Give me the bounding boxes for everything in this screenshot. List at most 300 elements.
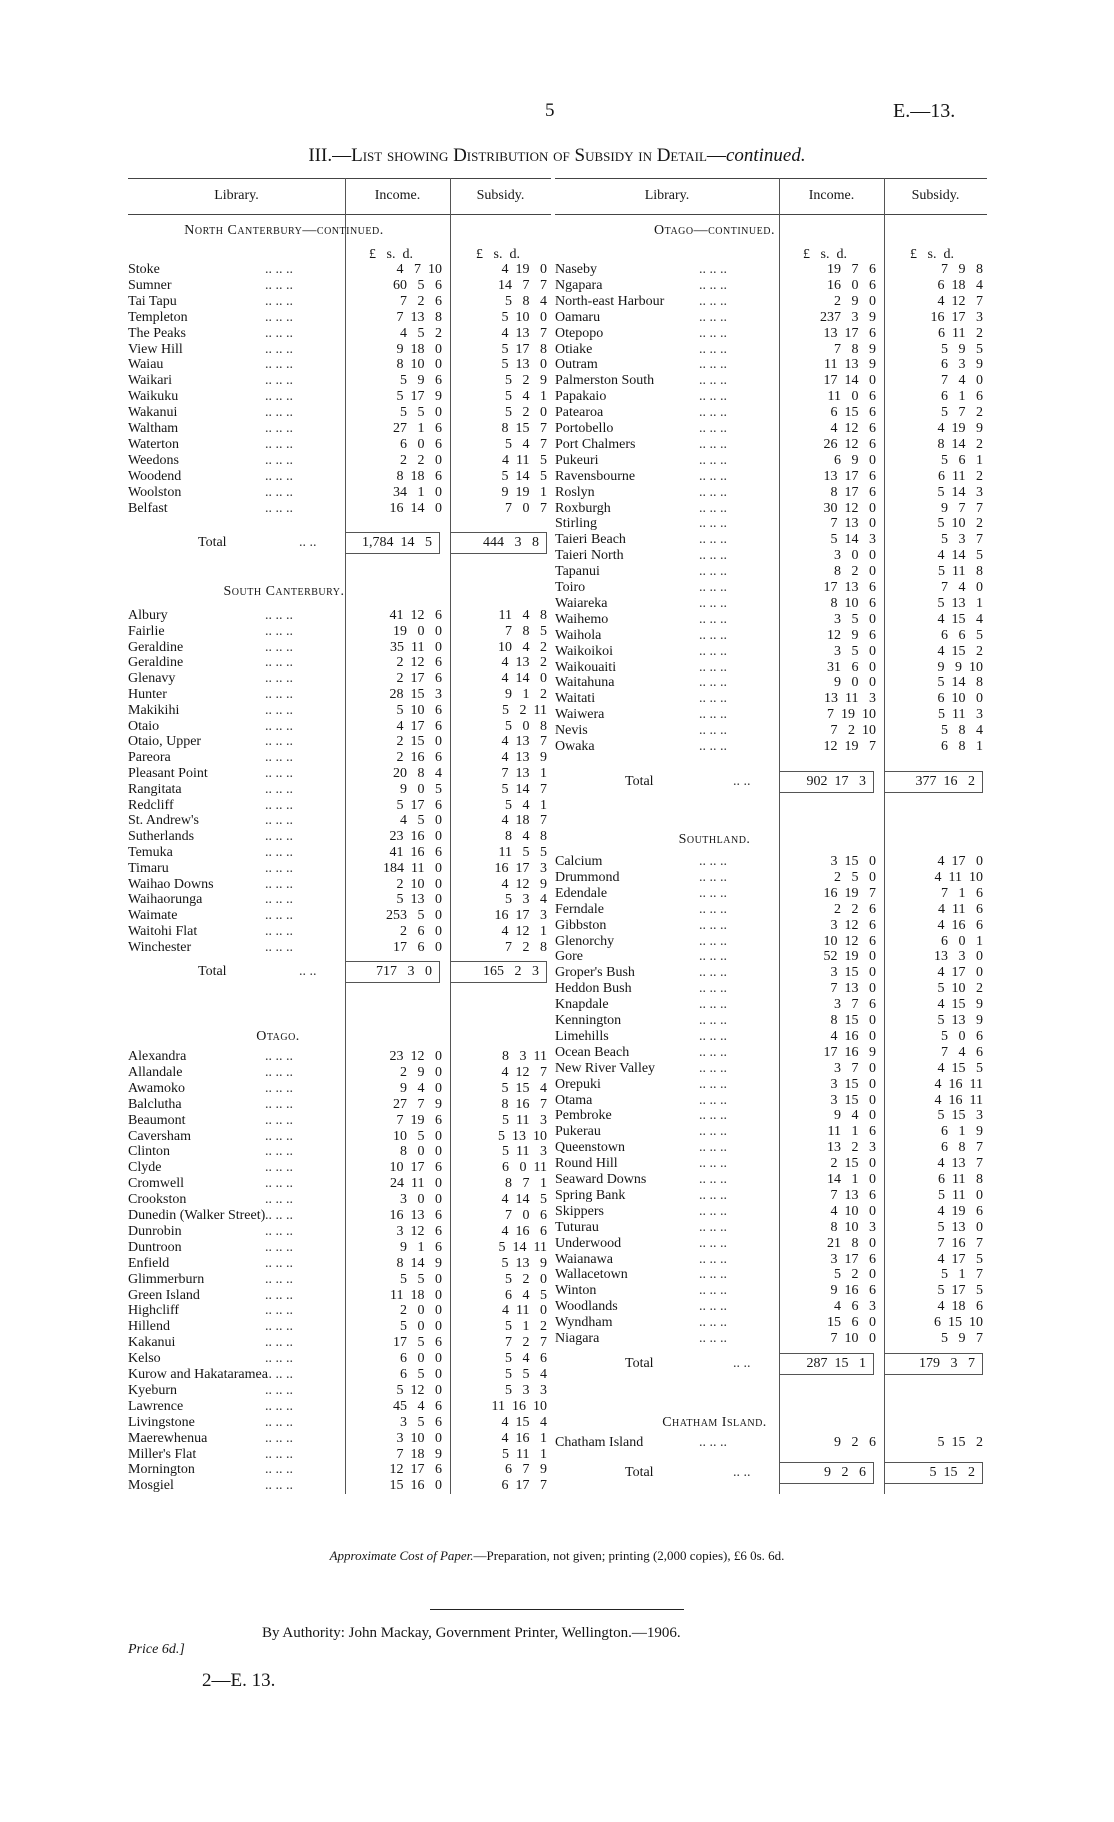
- income-value: 6 9 0: [834, 452, 876, 468]
- leader-dots: .. .. ..: [265, 608, 293, 623]
- table-row: [128, 877, 551, 893]
- table-row: [555, 532, 987, 548]
- income-value: 4 17 6: [396, 718, 442, 734]
- table-row: [555, 580, 987, 596]
- income-value: 7 8 9: [834, 341, 876, 357]
- table-row: [128, 845, 551, 861]
- table-row: [555, 278, 987, 294]
- subsidy-value: 6 17 7: [501, 1478, 547, 1494]
- leader-dots: .. ..: [299, 535, 317, 550]
- subsidy-value: 6 8 1: [941, 739, 983, 754]
- table-row: [128, 655, 551, 671]
- subsidy-value: 5 0 6: [941, 1028, 983, 1044]
- leader-dots: .. .. ..: [265, 1160, 293, 1176]
- library-name: Otaio, Upper: [128, 734, 202, 750]
- subsidy-value: 5 14 5: [501, 468, 547, 484]
- income-value: 16 19 7: [823, 885, 876, 901]
- leader-dots: .. .. ..: [699, 1203, 727, 1219]
- library-name: Otama: [555, 1092, 593, 1108]
- subsidy-value: 4 17 0: [937, 854, 983, 869]
- leader-dots: .. .. ..: [699, 421, 727, 436]
- subsidy-value: 4 12 7: [501, 1064, 547, 1080]
- library-name: Wallacetown: [555, 1267, 628, 1283]
- library-name: Redcliff: [128, 797, 174, 813]
- library-name: Spring Bank: [555, 1187, 626, 1203]
- library-name: Heddon Bush: [555, 981, 632, 997]
- library-name: Waiau: [128, 357, 164, 373]
- subsidy-value: 5 13 0: [937, 1219, 983, 1235]
- subsidy-value: 5 11 3: [502, 1144, 547, 1160]
- total-label: Total: [625, 1465, 654, 1480]
- subsidy-value: 4 11 5: [502, 452, 547, 468]
- leader-dots: .. .. ..: [265, 766, 293, 781]
- library-name: Highcliff: [128, 1303, 180, 1319]
- table-row: [555, 596, 987, 612]
- income-value: 3 15 0: [830, 1076, 876, 1092]
- income-value: 2 15 0: [830, 1156, 876, 1172]
- library-name: Waitati: [555, 691, 596, 707]
- library-name: St. Andrew's: [128, 813, 199, 829]
- leader-dots: .. .. ..: [699, 262, 727, 277]
- leader-dots: .. .. ..: [699, 325, 727, 341]
- library-name: Oamaru: [555, 309, 601, 325]
- total-income-box: [779, 1462, 874, 1484]
- leader-dots: .. .. ..: [265, 1478, 293, 1494]
- subsidy-value: 4 17 0: [937, 965, 983, 981]
- table-row: [555, 723, 987, 739]
- income-value: 23 16 0: [389, 829, 442, 845]
- subsidy-value: 7 0 7: [505, 500, 547, 516]
- subsidy-value: 6 15 10: [934, 1315, 983, 1331]
- income-value: 3 5 6: [400, 1414, 442, 1430]
- library-name: Ferndale: [555, 901, 604, 917]
- income-value: 41 16 6: [389, 845, 442, 860]
- leader-dots: .. .. ..: [265, 500, 293, 516]
- leader-dots: .. .. ..: [265, 1144, 293, 1160]
- leader-dots: .. .. ..: [699, 1251, 727, 1267]
- leader-dots: .. .. ..: [265, 341, 293, 357]
- title-continued: continued.: [725, 145, 806, 166]
- leader-dots: .. .. ..: [699, 723, 727, 739]
- table-row: [555, 262, 987, 278]
- library-name: Kyeburn: [128, 1382, 177, 1398]
- subsidy-value: 8 7 1: [505, 1176, 547, 1192]
- table-row: [128, 861, 551, 877]
- income-value: 24 11 0: [390, 1176, 442, 1192]
- income-value: 237 3 9: [820, 309, 876, 325]
- subsidy-value: 5 11 1: [502, 1446, 547, 1462]
- subsidy-value: 4 16 1: [501, 1430, 547, 1446]
- table-row: [128, 624, 551, 640]
- subsidy-value: 6 7 9: [505, 1462, 547, 1478]
- library-name: Underwood: [555, 1235, 622, 1251]
- library-name: Enfield: [128, 1255, 170, 1271]
- table-row: [128, 892, 551, 908]
- library-name: Niagara: [555, 1331, 600, 1346]
- total-subsidy: 165 2 3: [483, 963, 539, 979]
- income-value: 4 5 0: [400, 813, 442, 829]
- table-row: [555, 548, 987, 564]
- leader-dots: .. .. ..: [699, 468, 727, 484]
- leader-dots: .. .. ..: [699, 341, 727, 357]
- subsidy-units: £ s. d.: [910, 247, 954, 262]
- library-name: Belfast: [128, 500, 168, 516]
- income-value: 9 2 6: [834, 1435, 876, 1450]
- total-income-box: [345, 532, 440, 554]
- library-name: Waikuku: [128, 389, 179, 405]
- library-name: Pembroke: [555, 1108, 612, 1124]
- income-value: 3 12 6: [830, 917, 876, 933]
- subsidy-value: 4 17 5: [937, 1251, 983, 1267]
- table-row: [128, 1399, 551, 1415]
- income-value: 3 5 0: [834, 611, 876, 627]
- income-value: 4 7 10: [396, 262, 442, 277]
- table-row: [128, 1144, 551, 1160]
- table-row: [555, 628, 987, 644]
- subsidy-value: 4 15 2: [937, 643, 983, 659]
- table-row: [128, 924, 551, 940]
- subsidy-value: 5 2 9: [505, 373, 547, 389]
- library-name: Owaka: [555, 739, 595, 754]
- leader-dots: .. .. ..: [699, 885, 727, 901]
- leader-dots: .. .. ..: [699, 436, 727, 452]
- leader-dots: .. .. ..: [265, 484, 293, 500]
- table-row: [555, 516, 987, 532]
- table-row: [555, 1188, 987, 1204]
- library-name: Weedons: [128, 452, 179, 468]
- income-value: 34 1 0: [393, 484, 442, 500]
- subsidy-value: 6 1 9: [941, 1124, 983, 1140]
- subsidy-value: 9 1 2: [505, 687, 547, 702]
- table-row: [555, 1267, 987, 1283]
- income-value: 6 0 6: [400, 436, 442, 452]
- table-row: [555, 934, 987, 950]
- income-value: 3 0 0: [400, 1192, 442, 1208]
- subsidy-value: 6 0 1: [941, 933, 983, 949]
- table-row: [128, 389, 551, 405]
- table-row: [128, 1208, 551, 1224]
- subsidy-value: 5 1 7: [941, 1267, 983, 1283]
- column-header-subsidy: Subsidy.: [911, 188, 960, 203]
- income-value: 11 0 6: [827, 389, 876, 405]
- subsidy-value: 7 13 1: [501, 766, 547, 781]
- library-name: Geraldine: [128, 639, 184, 655]
- title-roman: III.—: [308, 145, 352, 166]
- leader-dots: .. .. ..: [265, 357, 293, 373]
- leader-dots: .. .. ..: [699, 1172, 727, 1187]
- library-name: Taieri North: [555, 548, 624, 564]
- income-value: 8 18 6: [396, 468, 442, 484]
- subsidy-value: 9 7 7: [941, 500, 983, 516]
- table-row: [128, 1176, 551, 1192]
- table-row: [555, 469, 987, 485]
- income-value: 4 5 2: [400, 325, 442, 341]
- income-value: 7 18 9: [396, 1446, 442, 1462]
- income-value: 5 5 0: [400, 405, 442, 421]
- income-value: 41 12 6: [389, 608, 442, 623]
- table-row: [128, 1113, 551, 1129]
- library-name: Kelso: [128, 1351, 161, 1367]
- subsidy-value: 6 6 5: [941, 627, 983, 643]
- subsidy-value: 5 15 2: [937, 1435, 983, 1450]
- income-value: 7 2 10: [830, 723, 876, 739]
- income-value: 12 9 6: [827, 627, 876, 643]
- leader-dots: .. .. ..: [265, 845, 293, 860]
- leader-dots: .. .. ..: [265, 829, 293, 845]
- subsidy-value: 5 2 11: [502, 702, 547, 718]
- leader-dots: .. .. ..: [265, 718, 293, 734]
- library-name: Ngapara: [555, 277, 603, 293]
- library-name: Drummond: [555, 869, 620, 885]
- subsidy-value: 5 10 0: [501, 309, 547, 325]
- income-value: 7 19 6: [396, 1112, 442, 1128]
- subsidy-value: 5 13 9: [937, 1013, 983, 1028]
- table-row: [128, 437, 551, 453]
- subsidy-value: 9 9 10: [937, 659, 983, 675]
- table-row: [128, 1240, 551, 1256]
- table-row: [555, 1140, 987, 1156]
- subsidy-value: 4 16 6: [501, 1223, 547, 1239]
- table-row: [128, 357, 551, 373]
- income-value: 9 0 5: [400, 781, 442, 797]
- subsidy-value: 7 1 6: [941, 885, 983, 901]
- subsidy-value: 4 19 0: [501, 262, 547, 277]
- leader-dots: .. .. ..: [699, 739, 727, 754]
- subsidy-value: 4 16 11: [934, 1076, 983, 1092]
- table-row: [555, 1093, 987, 1109]
- library-name: Palmerston South: [555, 373, 655, 389]
- total-label: Total: [198, 963, 227, 979]
- subsidy-value: 6 3 9: [941, 357, 983, 373]
- leader-dots: .. .. ..: [265, 389, 293, 405]
- income-value: 7 2 6: [400, 293, 442, 309]
- income-value: 17 6 0: [393, 939, 442, 955]
- subsidy-value: 16 17 3: [494, 860, 547, 876]
- leader-dots: .. .. ..: [265, 702, 293, 718]
- library-name: Roxburgh: [555, 500, 611, 516]
- table-row: [128, 326, 551, 342]
- leader-dots: .. .. ..: [699, 1028, 727, 1044]
- library-name: Geraldine: [128, 655, 184, 671]
- leader-dots: .. ..: [733, 1465, 751, 1480]
- subsidy-value: 5 3 3: [505, 1382, 547, 1398]
- section-title: Otago.: [256, 1029, 300, 1044]
- subsidy-value: 5 10 2: [937, 516, 983, 532]
- table-row: [128, 310, 551, 326]
- income-value: 30 12 0: [823, 500, 876, 516]
- subsidy-value: 4 19 9: [937, 421, 983, 436]
- subsidy-value: 5 4 1: [505, 797, 547, 813]
- library-name: Waitohi Flat: [128, 924, 198, 939]
- income-value: 184 11 0: [383, 860, 442, 876]
- cost-label: Approximate Cost of Paper.: [329, 1548, 474, 1563]
- authority-line: By Authority: John Mackay, Government Printer, Wellington.—1906.: [262, 1625, 681, 1641]
- table-row: [555, 1124, 987, 1140]
- table-row: [128, 640, 551, 656]
- income-value: 5 14 3: [830, 532, 876, 548]
- table-row: [128, 608, 551, 624]
- leader-dots: .. .. ..: [265, 277, 293, 293]
- leader-dots: .. .. ..: [699, 1219, 727, 1235]
- library-name: Wyndham: [555, 1315, 613, 1331]
- library-name: Toiro: [555, 580, 586, 595]
- leader-dots: .. .. ..: [265, 734, 293, 750]
- table-row: [555, 1283, 987, 1299]
- table-row: [555, 1299, 987, 1315]
- library-name: Waltham: [128, 421, 179, 436]
- library-name: Duntroon: [128, 1239, 182, 1255]
- library-name: Calcium: [555, 854, 603, 869]
- leader-dots: .. .. ..: [699, 949, 727, 965]
- income-value: 17 16 9: [823, 1044, 876, 1060]
- library-name: Otiake: [555, 341, 593, 357]
- library-name: Cromwell: [128, 1176, 184, 1192]
- leader-dots: .. .. ..: [699, 1060, 727, 1076]
- income-value: 20 8 4: [393, 766, 442, 781]
- leader-dots: .. .. ..: [265, 1064, 293, 1080]
- table-row: [555, 707, 987, 723]
- income-value: 10 5 0: [393, 1128, 442, 1144]
- income-value: 3 10 0: [396, 1430, 442, 1446]
- leader-dots: .. .. ..: [699, 1267, 727, 1283]
- table-row: [128, 734, 551, 750]
- leader-dots: .. .. ..: [699, 1108, 727, 1124]
- income-value: 3 7 6: [834, 997, 876, 1013]
- leader-dots: .. .. ..: [699, 516, 727, 532]
- income-value: 4 12 6: [830, 421, 876, 436]
- income-value: 2 5 0: [834, 869, 876, 885]
- library-name: Fairlie: [128, 623, 165, 639]
- library-name: Sumner: [128, 277, 172, 293]
- subsidy-value: 4 13 7: [501, 734, 547, 750]
- table-row: [555, 1061, 987, 1077]
- leader-dots: .. .. ..: [699, 452, 727, 468]
- subsidy-value: 5 17 5: [937, 1283, 983, 1299]
- income-value: 17 13 6: [823, 580, 876, 595]
- income-value: 13 11 3: [824, 691, 876, 707]
- table-row: [128, 1256, 551, 1272]
- library-name: Allandale: [128, 1064, 183, 1080]
- table-row: [128, 1478, 551, 1494]
- subsidy-value: 8 14 2: [937, 436, 983, 452]
- leader-dots: .. .. ..: [699, 869, 727, 885]
- leader-dots: .. .. ..: [265, 1303, 293, 1319]
- library-name: Tai Tapu: [128, 293, 177, 309]
- income-value: 10 17 6: [389, 1160, 442, 1176]
- table-row: [128, 1383, 551, 1399]
- income-units: £ s. d.: [803, 247, 847, 262]
- leader-dots: .. .. ..: [699, 1331, 727, 1346]
- library-name: Kurow and Hakataramea: [128, 1367, 268, 1382]
- leader-dots: .. .. ..: [699, 933, 727, 949]
- total-income: 1,784 14 5: [362, 535, 432, 550]
- table-row: [555, 902, 987, 918]
- library-name: Outram: [555, 357, 598, 373]
- leader-dots: .. .. ..: [265, 781, 293, 797]
- total-subsidy: 377 16 2: [915, 774, 975, 789]
- income-value: 2 0 0: [400, 1303, 442, 1319]
- income-value: 9 4 0: [834, 1108, 876, 1124]
- income-value: 52 19 0: [823, 949, 876, 965]
- leader-dots: .. .. ..: [265, 1176, 293, 1192]
- library-name: Mornington: [128, 1462, 195, 1478]
- income-value: 253 5 0: [386, 908, 442, 924]
- leader-dots: .. .. ..: [265, 1080, 293, 1096]
- table-row: [555, 870, 987, 886]
- income-value: 45 4 6: [393, 1398, 442, 1414]
- subsidy-value: 4 19 6: [937, 1203, 983, 1219]
- library-name: Temuka: [128, 845, 173, 860]
- income-units: £ s. d.: [369, 247, 413, 262]
- table-row: [128, 1351, 551, 1367]
- library-name: Waikoikoi: [555, 643, 613, 659]
- library-name: Waihao Downs: [128, 876, 214, 892]
- income-value: 2 12 6: [396, 655, 442, 671]
- table-row: [128, 1129, 551, 1145]
- subsidy-value: 5 6 1: [941, 452, 983, 468]
- leader-dots: .. .. ..: [265, 1112, 293, 1128]
- leader-dots: .. .. ..: [699, 917, 727, 933]
- income-value: 12 19 7: [823, 739, 876, 754]
- income-value: 5 0 0: [400, 1319, 442, 1335]
- leader-dots: .. .. ..: [699, 293, 727, 309]
- leader-dots: .. .. ..: [265, 1271, 293, 1287]
- section-title: North Canterbury—continued.: [184, 223, 384, 238]
- income-value: 7 19 10: [827, 707, 876, 723]
- leader-dots: .. .. ..: [265, 1367, 293, 1382]
- leader-dots: .. .. ..: [699, 548, 727, 564]
- leader-dots: .. .. ..: [699, 277, 727, 293]
- income-value: 5 13 0: [396, 892, 442, 908]
- library-name: Pukerau: [555, 1124, 601, 1140]
- table-row: [555, 1045, 987, 1061]
- section-title: Chatham Island.: [662, 1415, 767, 1430]
- subsidy-value: 16 17 3: [930, 309, 983, 325]
- subsidy-value: 7 16 7: [937, 1235, 983, 1251]
- table-row: [128, 687, 551, 703]
- income-value: 31 6 0: [827, 659, 876, 675]
- income-value: 2 2 6: [834, 901, 876, 917]
- subsidy-value: 4 15 9: [937, 997, 983, 1013]
- subsidy-value: 10 4 2: [498, 639, 547, 655]
- income-value: 12 17 6: [389, 1462, 442, 1478]
- income-value: 23 12 0: [389, 1049, 442, 1064]
- library-name: Lawrence: [128, 1398, 184, 1414]
- income-value: 16 14 0: [389, 500, 442, 516]
- section-title: South Canterbury.: [223, 584, 345, 599]
- leader-dots: .. .. ..: [699, 595, 727, 611]
- income-value: 5 5 0: [400, 1271, 442, 1287]
- table-row: [128, 373, 551, 389]
- leader-dots: .. .. ..: [265, 687, 293, 702]
- table-row: [128, 501, 551, 517]
- income-value: 3 12 6: [396, 1223, 442, 1239]
- table-row: [128, 1065, 551, 1081]
- total-label: Total: [625, 1356, 654, 1371]
- library-name: Otaio: [128, 718, 160, 734]
- library-name: Kennington: [555, 1013, 622, 1028]
- total-income: 9 2 6: [824, 1465, 866, 1480]
- table-row: [555, 389, 987, 405]
- table-row: [555, 949, 987, 965]
- leader-dots: .. .. ..: [265, 1414, 293, 1430]
- subsidy-value: 5 15 4: [501, 1080, 547, 1096]
- table-row: [128, 1303, 551, 1319]
- income-value: 10 12 6: [823, 933, 876, 949]
- leader-dots: .. .. ..: [699, 611, 727, 627]
- income-value: 8 10 0: [396, 357, 442, 373]
- total-income: 902 17 3: [806, 774, 866, 789]
